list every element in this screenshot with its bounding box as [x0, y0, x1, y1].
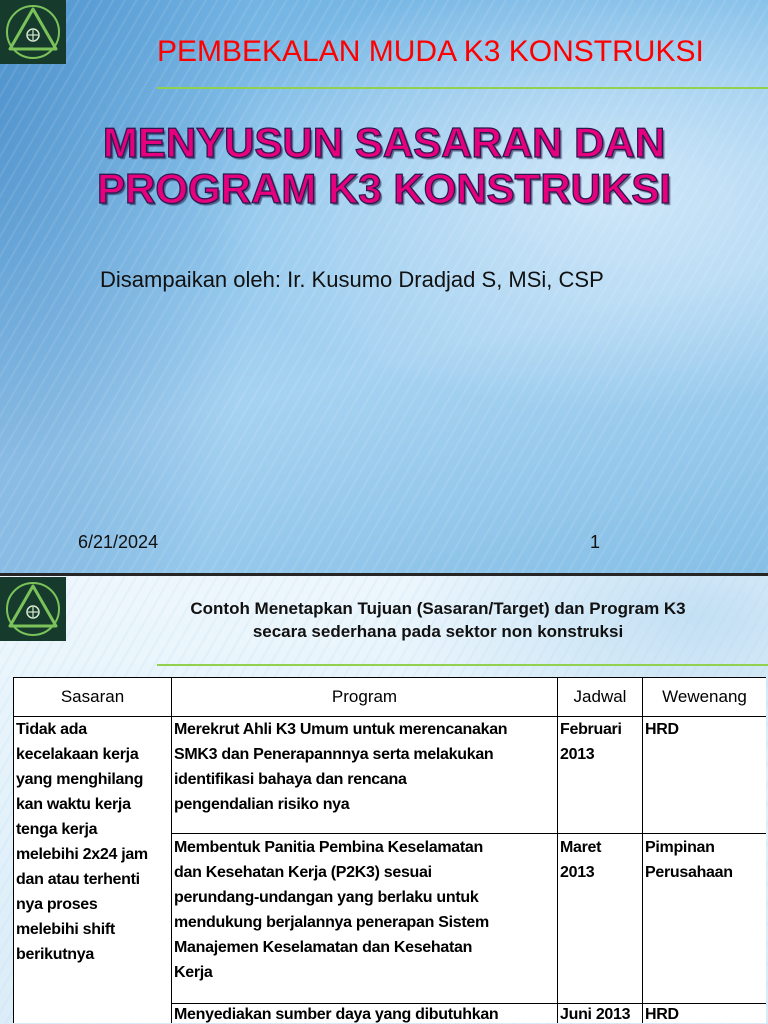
program-cell: Menyediakan sumber daya yang dibutuhkan — [172, 1004, 558, 1024]
slide-title-line-1: MENYUSUN SASARAN DAN — [102, 119, 666, 166]
k3-logo-graphic — [0, 0, 66, 64]
k3-logo-icon — [0, 0, 66, 64]
wewenang-cell: HRD — [643, 717, 767, 834]
k3-logo-icon — [0, 577, 66, 641]
slide-heading-line-1: Contoh Menetapkan Tujuan (Sasaran/Target) dan Program K3 — [190, 599, 686, 618]
program-cell: Merekrut Ahli K3 Umum untuk merencanakan SMK3 dan Penerapannnya serta melakukan identifikasi bahaya dan rencana pengendalian risiko nya — [172, 717, 558, 834]
program-header: PEMBEKALAN MUDA K3 KONSTRUKSI — [157, 35, 704, 68]
content-slide — [0, 576, 768, 1024]
slide-page-number: 1 — [590, 532, 601, 552]
jadwal-cell: Maret 2013 — [558, 834, 643, 1004]
slide-title — [0, 120, 768, 212]
column-header-program: Program — [172, 678, 558, 717]
slide-heading — [120, 597, 756, 643]
program-cell: Membentuk Panitia Pembina Keselamatan dan Kesehatan Kerja (P2K3) sesuai perundang-undangan yang berlaku untuk mendukung berjalannya penerapan Sistem Manajemen Keselamatan dan Kesehatan Kerja — [172, 834, 558, 1004]
wewenang-cell: Pimpinan Perusahaan — [643, 834, 767, 1004]
slide-heading-line-2: secara sederhana pada sektor non konstruksi — [252, 622, 624, 641]
jadwal-cell: Juni 2013 — [558, 1004, 643, 1024]
wewenang-cell: HRD — [643, 1004, 767, 1024]
column-header-jadwal: Jadwal — [558, 678, 643, 717]
slide-title-line-2: PROGRAM K3 KONSTRUKSI — [96, 165, 672, 212]
column-header-wewenang: Wewenang — [643, 678, 767, 717]
header-divider-line — [157, 87, 768, 89]
sasaran-cell: Tidak ada kecelakaan kerja yang menghilang kan waktu kerja tenga kerja melebihi 2x24 jam dan atau terhenti nya proses melebihi shift berikutnya — [14, 717, 172, 1024]
jadwal-cell: Februari 2013 — [558, 717, 643, 834]
presenter-text: Disampaikan oleh: Ir. Kusumo Dradjad S, MSi, CSP — [100, 267, 604, 292]
table-row — [14, 717, 767, 834]
column-header-sasaran: Sasaran — [14, 678, 172, 717]
slide-date: 6/21/2024 — [78, 532, 159, 552]
k3-logo-graphic — [0, 577, 66, 641]
program-table-container — [13, 677, 766, 1023]
heading-divider-line — [157, 664, 768, 666]
table-header-row — [14, 678, 767, 717]
program-table — [13, 677, 766, 1023]
